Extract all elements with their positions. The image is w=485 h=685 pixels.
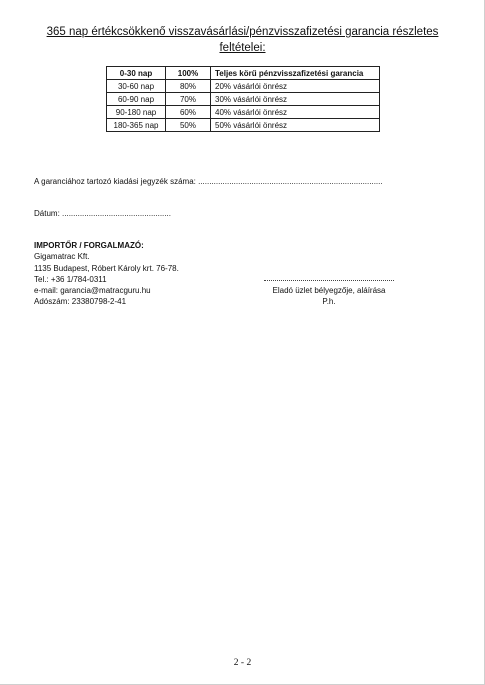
receipt-number-line: [34, 176, 383, 187]
table-cell: 30-60 nap: [107, 80, 166, 93]
table-cell: 60-90 nap: [107, 93, 166, 106]
table-cell: 30% vásárlói önrész: [211, 93, 380, 106]
guarantee-table: [106, 66, 380, 132]
table-cell: 40% vásárlói önrész: [211, 106, 380, 119]
receipt-number-field: ...................................................................................: [198, 177, 383, 186]
importer-tax-number: Adószám: 23380798-2-41: [34, 297, 127, 306]
table-cell: 90-180 nap: [107, 106, 166, 119]
table-header-cell: Teljes körű pénzvisszafizetési garancia: [211, 67, 380, 80]
importer-heading: IMPORTŐR / FORGALMAZÓ:: [34, 241, 144, 250]
table-row: [107, 93, 380, 106]
table-cell: 70%: [166, 93, 211, 106]
table-cell: 80%: [166, 80, 211, 93]
signature-label: Eladó üzlet bélyegzője, aláírása: [272, 286, 386, 295]
date-line: [34, 208, 171, 219]
table-cell: 20% vásárlói önrész: [211, 80, 380, 93]
importer-phone: Tel.: +36 1/784-0311: [34, 275, 107, 284]
table-header-row: [107, 67, 380, 80]
table-row: [107, 106, 380, 119]
page-title: 365 nap értékcsökkenő visszavásárlási/pénzvisszafizetési garancia részletes feltételei:: [46, 26, 439, 54]
receipt-number-label: A garanciához tartozó kiadási jegyzék száma:: [34, 177, 196, 186]
importer-address: 1135 Budapest, Róbert Károly krt. 76-78.: [34, 264, 179, 273]
table-row: [107, 119, 380, 132]
importer-name: Gigamatrac Kft.: [34, 252, 90, 261]
table-cell: 180-365 nap: [107, 119, 166, 132]
date-label: Dátum:: [34, 209, 60, 218]
table-header-cell: 0-30 nap: [107, 67, 166, 80]
table-header-cell: 100%: [166, 67, 211, 80]
signature-line: [264, 280, 394, 281]
table-row: [107, 80, 380, 93]
page-number: 2 - 2: [233, 658, 252, 668]
table-cell: 60%: [166, 106, 211, 119]
stamp-placeholder: P.h.: [322, 297, 336, 306]
date-field: .................................................: [62, 209, 171, 218]
table-cell: 50%: [166, 119, 211, 132]
importer-email: e-mail: garancia@matracguru.hu: [34, 286, 151, 295]
table-cell: 50% vásárlói önrész: [211, 119, 380, 132]
